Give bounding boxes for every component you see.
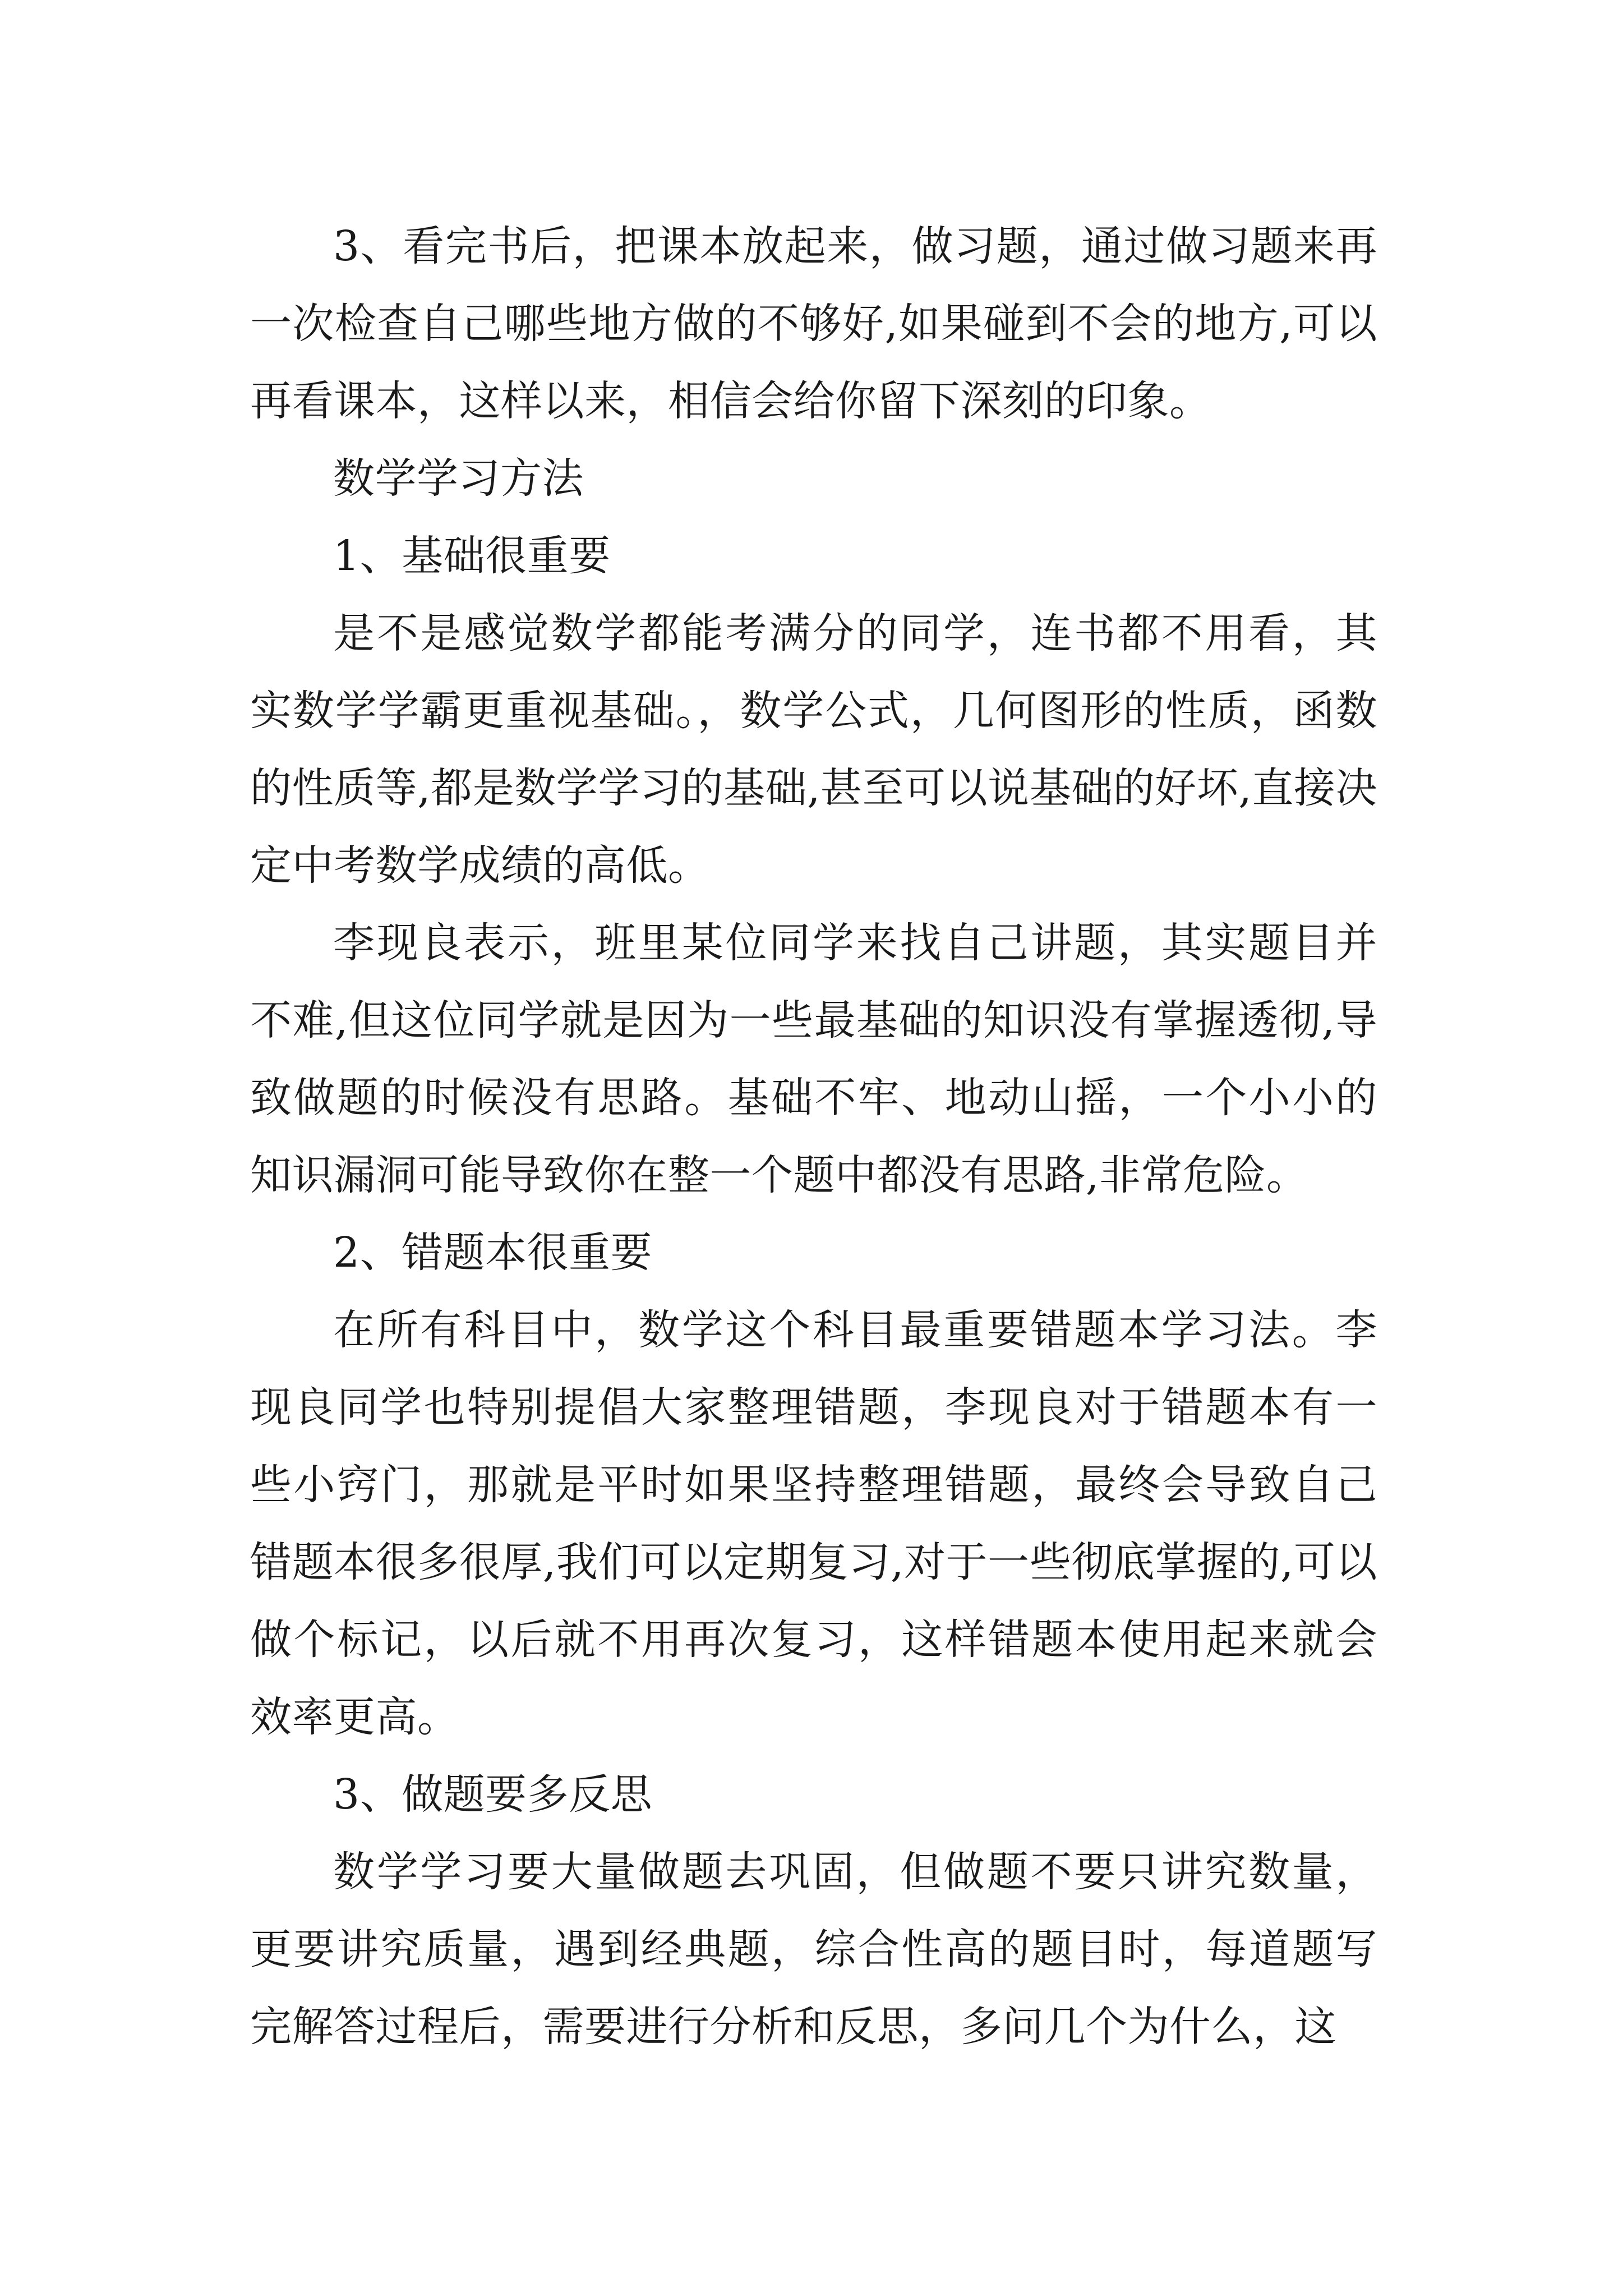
- paragraph-mistake-notebook: 在所有科目中，数学这个科目最重要错题本学习法。李现良同学也特别提倡大家整理错题，李现良对于错题本有一些小窍门，那就是平时如果坚持整理错题，最终会导致自己错题本很多很厚,我们可以定期复习,对于一些彻底掌握的,可以做个标记，以后就不用再次复习，这样错题本使用起来就会效率更高。: [250, 1306, 1377, 1741]
- paragraph-foundation: 是不是感觉数学都能考满分的同学，连书都不用看，其实数学学霸更重视基础。，数学公式，几何图形的性质，函数的性质等,都是数学学习的基础,甚至可以说基础的好坏,直接决定中考数学成绩的高低。: [250, 609, 1377, 890]
- paragraph-li-xianliang-example: 李现良表示，班里某位同学来找自己讲题，其实题目并不难,但这位同学就是因为一些最基础的知识没有掌握透彻,导致做题的时候没有思路。基础不牢、地动山摇，一个小小的知识漏洞可能导致你在整一个题中都没有思路,非常危险。: [250, 919, 1377, 1199]
- subheading-foundation: 1、基础很重要: [333, 532, 611, 580]
- section-heading-math-methods: 数学学习方法: [333, 454, 584, 503]
- subheading-reflection: 3、做题要多反思: [333, 1770, 653, 1819]
- document-body: [250, 208, 1377, 2065]
- subheading-mistake-notebook: 2、错题本很重要: [333, 1228, 653, 1277]
- paragraph-reflection: 数学学习要大量做题去巩固，但做题不要只讲究数量，更要讲究质量，遇到经典题，综合性高的题目时，每道题写完解答过程后，需要进行分析和反思，多问几个为什么，这: [250, 1848, 1377, 2051]
- paragraph-reading-step-3: 3、看完书后，把课本放起来，做习题，通过做习题来再一次检查自己哪些地方做的不够好,如果碰到不会的地方,可以再看课本，这样以来，相信会给你留下深刻的印象。: [250, 222, 1377, 425]
